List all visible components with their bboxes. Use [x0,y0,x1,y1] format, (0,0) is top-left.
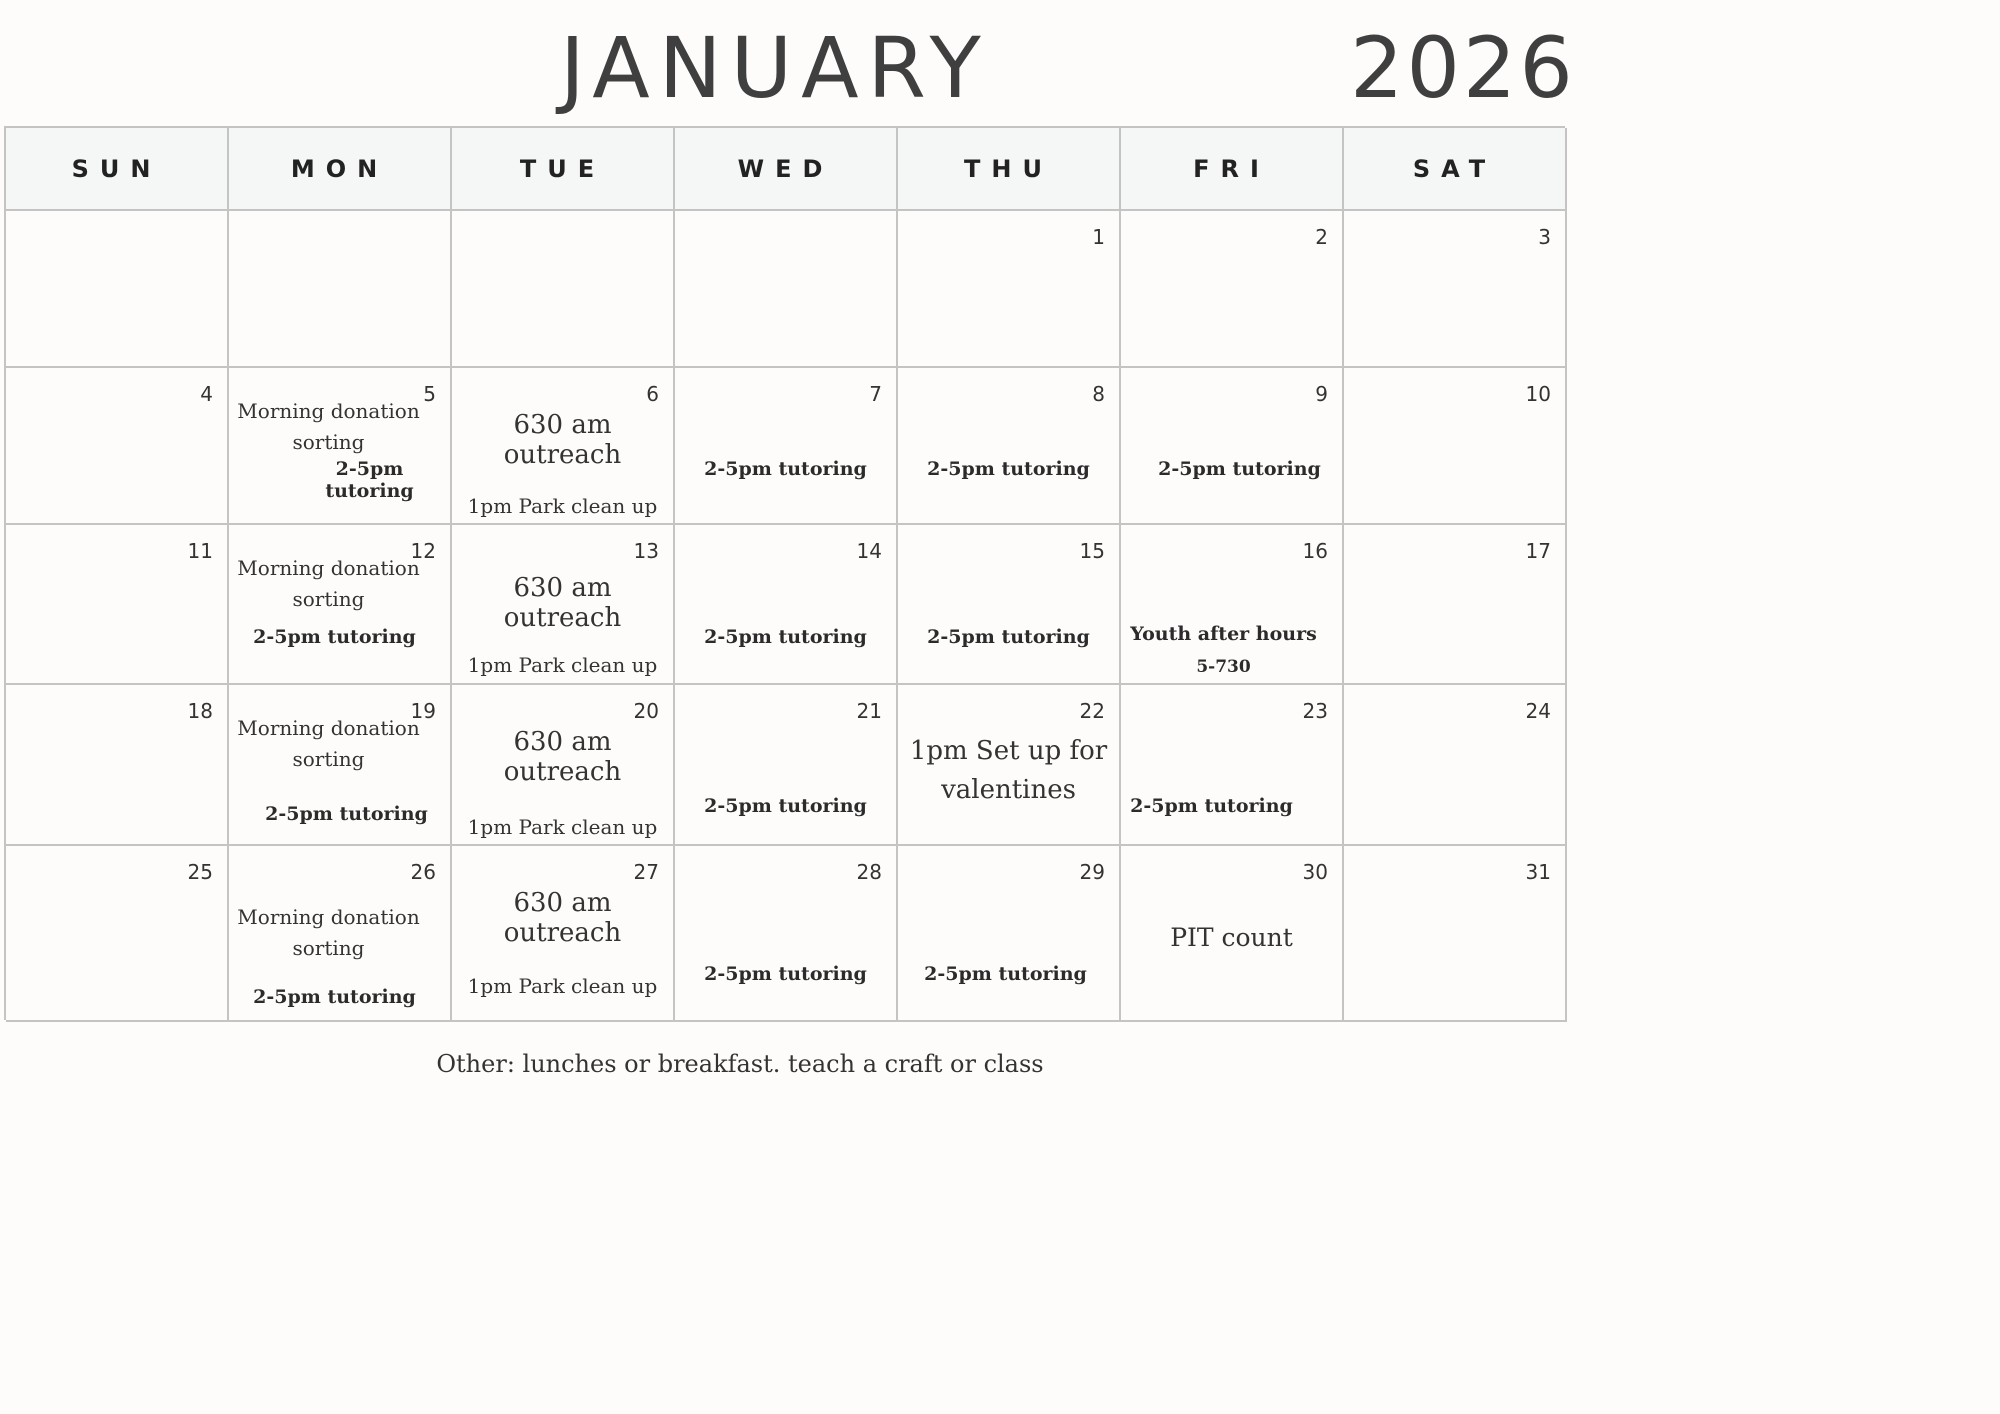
event-donation-sorting: Morning donation sorting [237,905,420,960]
day-cell-17[interactable] [1344,525,1567,685]
day-cell-13[interactable] [452,525,675,685]
day-number: 12 [410,539,436,563]
day-cell-14[interactable] [675,525,898,685]
day-cell-10[interactable] [1344,368,1567,525]
day-number: 25 [187,860,213,884]
day-number: 10 [1525,382,1551,406]
day-cell-empty [452,211,675,368]
weekday-header-fri: FRI [1121,128,1344,211]
event-tutoring: 2-5pm tutoring [704,626,867,648]
day-number: 1 [1092,225,1105,249]
day-number: 15 [1079,539,1105,563]
day-number: 31 [1525,860,1551,884]
weekday-header-sat: SAT [1344,128,1567,211]
event-pit-count: PIT count [1170,923,1293,952]
day-number: 24 [1525,699,1551,723]
event-tutoring: 2-5pm tutoring [927,458,1090,480]
day-cell-29[interactable] [898,846,1121,1022]
footer-note: Other: lunches or breakfast. teach a craft or class [436,1050,1044,1078]
event-donation-sorting: Morning donation sorting [237,556,420,611]
event-outreach: 630 am outreach [503,727,622,787]
day-cell-15[interactable] [898,525,1121,685]
day-cell-30[interactable] [1121,846,1344,1022]
day-cell-20[interactable] [452,685,675,846]
event-park-cleanup: 1pm Park clean up [467,494,658,518]
event-tutoring: 2-5pm tutoring [253,626,416,648]
day-number: 9 [1315,382,1328,406]
day-cell-1[interactable] [898,211,1121,368]
event-tutoring: 2-5pm tutoring [253,986,416,1008]
event-tutoring: 2-5pm tutoring [924,963,1087,985]
event-tutoring: 2-5pm tutoring [927,626,1090,648]
weekday-header-thu: THU [898,128,1121,211]
weekday-header-sun: SUN [6,128,229,211]
event-donation-sorting: Morning donation sorting [237,399,420,454]
day-number: 8 [1092,382,1105,406]
day-number: 23 [1302,699,1328,723]
weekday-header-tue: TUE [452,128,675,211]
day-number: 22 [1079,699,1105,723]
day-cell-12[interactable] [229,525,452,685]
event-park-cleanup: 1pm Park clean up [467,974,658,998]
day-cell-26[interactable] [229,846,452,1022]
weekday-header-wed: WED [675,128,898,211]
day-number: 4 [200,382,213,406]
day-cell-3[interactable] [1344,211,1567,368]
day-number: 19 [410,699,436,723]
event-youth-time: 5-730 [1196,657,1251,677]
day-number: 30 [1302,860,1328,884]
day-number: 5 [423,382,436,406]
event-tutoring: 2-5pm tutoring [1130,795,1293,817]
day-number: 3 [1538,225,1551,249]
day-cell-31[interactable] [1344,846,1567,1022]
day-cell-28[interactable] [675,846,898,1022]
day-cell-18[interactable] [6,685,229,846]
day-number: 2 [1315,225,1328,249]
weekday-header-mon: MON [229,128,452,211]
day-cell-6[interactable] [452,368,675,525]
day-cell-8[interactable] [898,368,1121,525]
event-tutoring: 2-5pm tutoring [265,803,428,825]
month-title: JANUARY [560,19,990,117]
day-number: 29 [1079,860,1105,884]
calendar-grid [4,126,1565,1020]
day-cell-23[interactable] [1121,685,1344,846]
day-cell-7[interactable] [675,368,898,525]
event-outreach: 630 am outreach [503,888,622,948]
day-number: 11 [187,539,213,563]
day-number: 16 [1302,539,1328,563]
day-cell-empty [675,211,898,368]
day-cell-25[interactable] [6,846,229,1022]
event-outreach: 630 am outreach [503,410,622,470]
year-title: 2026 [1350,19,1576,117]
day-cell-2[interactable] [1121,211,1344,368]
event-tutoring: 2-5pm tutoring [325,458,414,502]
day-number: 7 [869,382,882,406]
day-cell-11[interactable] [6,525,229,685]
event-tutoring: 2-5pm tutoring [704,963,867,985]
day-number: 17 [1525,539,1551,563]
day-number: 14 [856,539,882,563]
day-number: 6 [646,382,659,406]
day-number: 26 [410,860,436,884]
day-number: 13 [633,539,659,563]
event-valentines-setup: 1pm Set up for valentines [909,736,1108,805]
day-number: 28 [856,860,882,884]
day-number: 27 [633,860,659,884]
day-cell-5[interactable] [229,368,452,525]
day-cell-27[interactable] [452,846,675,1022]
day-cell-24[interactable] [1344,685,1567,846]
event-park-cleanup: 1pm Park clean up [467,653,658,677]
day-cell-16[interactable] [1121,525,1344,685]
event-tutoring: 2-5pm tutoring [704,795,867,817]
day-cell-21[interactable] [675,685,898,846]
day-cell-empty [6,211,229,368]
day-cell-empty [229,211,452,368]
event-tutoring: 2-5pm tutoring [1158,458,1321,480]
day-number: 21 [856,699,882,723]
day-number: 18 [187,699,213,723]
event-tutoring: 2-5pm tutoring [704,458,867,480]
day-cell-9[interactable] [1121,368,1344,525]
event-youth-after-hours: Youth after hours [1130,623,1317,645]
day-cell-22[interactable] [898,685,1121,846]
day-cell-4[interactable] [6,368,229,525]
event-outreach: 630 am outreach [503,573,622,633]
day-number: 20 [633,699,659,723]
event-park-cleanup: 1pm Park clean up [467,815,658,839]
event-donation-sorting: Morning donation sorting [237,716,420,771]
day-cell-19[interactable] [229,685,452,846]
